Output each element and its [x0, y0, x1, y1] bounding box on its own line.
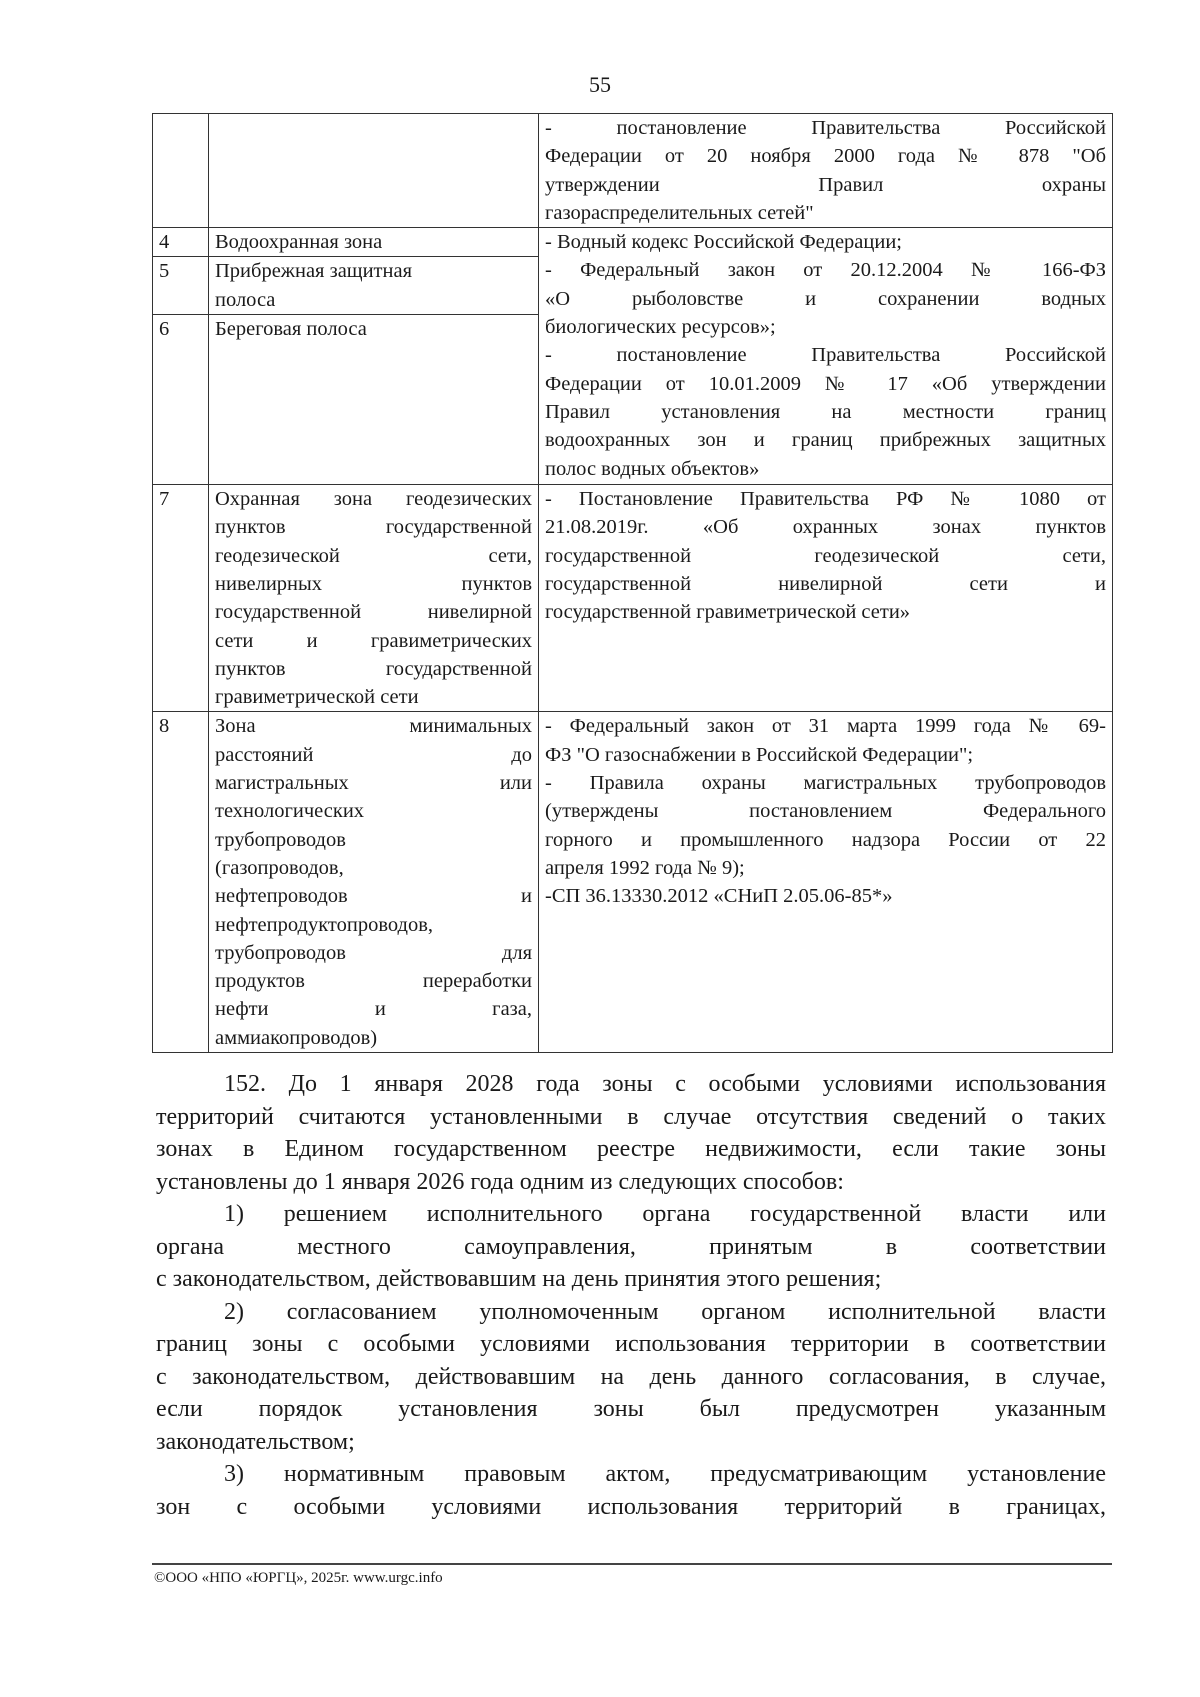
text-line: - постановление Правительства Российской	[545, 344, 1106, 367]
text-line: расстояний до	[215, 743, 532, 766]
table-row	[153, 228, 1113, 257]
text-line: Водоохранная зона	[215, 231, 383, 254]
legal-basis	[539, 228, 1113, 485]
legal-basis	[539, 485, 1113, 712]
text-line: аммиакопроводов)	[215, 1026, 378, 1049]
page-number: 55	[589, 72, 611, 97]
text-line: государственной нивелирной сети и	[545, 572, 1106, 595]
text-line: государственной нивелирной	[215, 601, 532, 624]
text-line: 152. До 1 января 2028 года зоны с особыми условиями использования	[224, 1071, 1106, 1097]
row-number: 5	[153, 257, 209, 315]
text-line: 3) нормативным правовым актом, предусматривающим установление	[224, 1461, 1106, 1487]
legal-basis	[539, 114, 1113, 228]
zone-name	[209, 114, 539, 228]
text-line: законодательством;	[156, 1428, 355, 1455]
text-line: зонах в Едином государственном реестре недвижимости, если такие зоны	[156, 1136, 1106, 1162]
text-line: Зона минимальных	[215, 715, 532, 738]
text-line: - Федеральный закон от 20.12.2004 № 166-ФЗ	[545, 259, 1106, 282]
footer-divider	[152, 1563, 1112, 1565]
text-line: технологических	[215, 800, 365, 823]
legal-basis	[539, 712, 1113, 1053]
text-line: - Правила охраны магистральных трубопроводов	[545, 772, 1106, 795]
text-line: Охранная зона геодезических	[215, 488, 532, 511]
text-line: государственной геодезической сети,	[545, 544, 1106, 567]
text-line: трубопроводов для	[215, 941, 532, 964]
text-line: «О рыболовстве и сохранении водных	[545, 287, 1106, 310]
text-line: полоса	[215, 288, 276, 311]
text-line: органа местного самоуправления, принятым в соответствии	[156, 1233, 1106, 1260]
row-number: 8	[153, 712, 209, 1053]
table-row	[153, 114, 1113, 228]
row-number: 7	[153, 485, 209, 712]
text-line: - Федеральный закон от 31 марта 1999 года № 69-	[545, 715, 1106, 738]
zone-name	[209, 485, 539, 712]
text-line: нивелирных пунктов	[215, 572, 532, 595]
text-line: границ зоны с особыми условиями использования территории в соответствии	[156, 1331, 1106, 1357]
text-line: с законодательством, действовавшим на день принятия этого решения;	[156, 1266, 882, 1292]
text-line: 21.08.2019г. «Об охранных зонах пунктов	[545, 516, 1106, 539]
paragraph-152	[156, 1068, 1106, 1198]
text-line: нефти и газа,	[215, 998, 532, 1021]
text-line: Федерации от 20 ноября 2000 года № 878 "Об	[545, 145, 1106, 168]
text-line: ФЗ "О газоснабжении в Российской Федерации";	[545, 743, 974, 766]
text-line: Береговая полоса	[215, 318, 367, 341]
list-item-1	[156, 1198, 1106, 1296]
text-line: апреля 1992 года № 9);	[545, 856, 745, 879]
list-item-3	[156, 1458, 1106, 1523]
text-line: зон с особыми условиями использования территорий в границах,	[156, 1493, 1106, 1520]
text-line: магистральных или	[215, 772, 532, 795]
text-line: утверждении Правил охраны	[545, 173, 1106, 196]
text-line: Федерации от 10.01.2009 № 17 «Об утверждении	[545, 372, 1106, 395]
text-line: нефтепроводов и	[215, 885, 532, 908]
zone-name	[209, 228, 539, 257]
text-line: территорий считаются установленными в случае отсутствия сведений о таких	[156, 1103, 1106, 1130]
text-line: Прибрежная защитная	[215, 260, 413, 283]
text-line: горного и промышленного надзора России от 22	[545, 828, 1106, 851]
text-line: (утверждены постановлением Федерального	[545, 800, 1106, 823]
zones-table	[152, 113, 1113, 1053]
text-line: пунктов государственной	[215, 657, 532, 680]
table-row	[153, 485, 1113, 712]
text-line: -СП 36.13330.2012 «СНиП 2.05.06-85*»	[545, 885, 893, 908]
text-line: с законодательством, действовавшим на день данного согласования, в случае,	[156, 1363, 1106, 1390]
text-line: установлены до 1 января 2026 года одним из следующих способов:	[156, 1168, 844, 1195]
text-line: Правил установления на местности границ	[545, 400, 1106, 423]
text-line: - Водный кодекс Российской Федерации;	[545, 231, 902, 254]
text-line: биологических ресурсов»;	[545, 316, 776, 339]
text-line: государственной гравиметрической сети»	[545, 601, 911, 624]
zone-name	[209, 712, 539, 1053]
text-line: газораспределительных сетей"	[545, 201, 814, 224]
row-number	[153, 114, 209, 228]
table-row	[153, 712, 1113, 1053]
text-line: геодезической сети,	[215, 544, 532, 567]
text-line: продуктов переработки	[215, 970, 532, 993]
text-line: сети и гравиметрических	[215, 629, 532, 652]
text-line: трубопроводов	[215, 828, 346, 851]
text-line: гравиметрической сети	[215, 686, 419, 709]
footer-copyright: ©ООО «НПО «ЮРГЦ», 2025г. www.urgc.info	[154, 1570, 443, 1586]
body-text	[156, 1068, 1106, 1523]
text-line: 2) согласованием уполномоченным органом исполнительной власти	[224, 1298, 1106, 1325]
text-line: - постановление Правительства Российской	[545, 117, 1106, 139]
text-line: 1) решением исполнительного органа государственной власти или	[224, 1201, 1106, 1227]
row-number: 6	[153, 315, 209, 485]
text-line: полос водных объектов»	[545, 457, 760, 480]
text-line: - Постановление Правительства РФ № 1080 от	[545, 488, 1106, 511]
list-item-2	[156, 1296, 1106, 1459]
text-line: если порядок установления зоны был предусмотрен указанным	[156, 1396, 1106, 1422]
zone-name	[209, 257, 539, 315]
text-line: нефтепродуктопроводов,	[215, 913, 434, 936]
text-line: пунктов государственной	[215, 516, 532, 539]
text-line: водоохранных зон и границ прибрежных защитных	[545, 429, 1106, 452]
row-number: 4	[153, 228, 209, 257]
text-line: (газопроводов,	[215, 856, 344, 879]
zone-name	[209, 315, 539, 485]
